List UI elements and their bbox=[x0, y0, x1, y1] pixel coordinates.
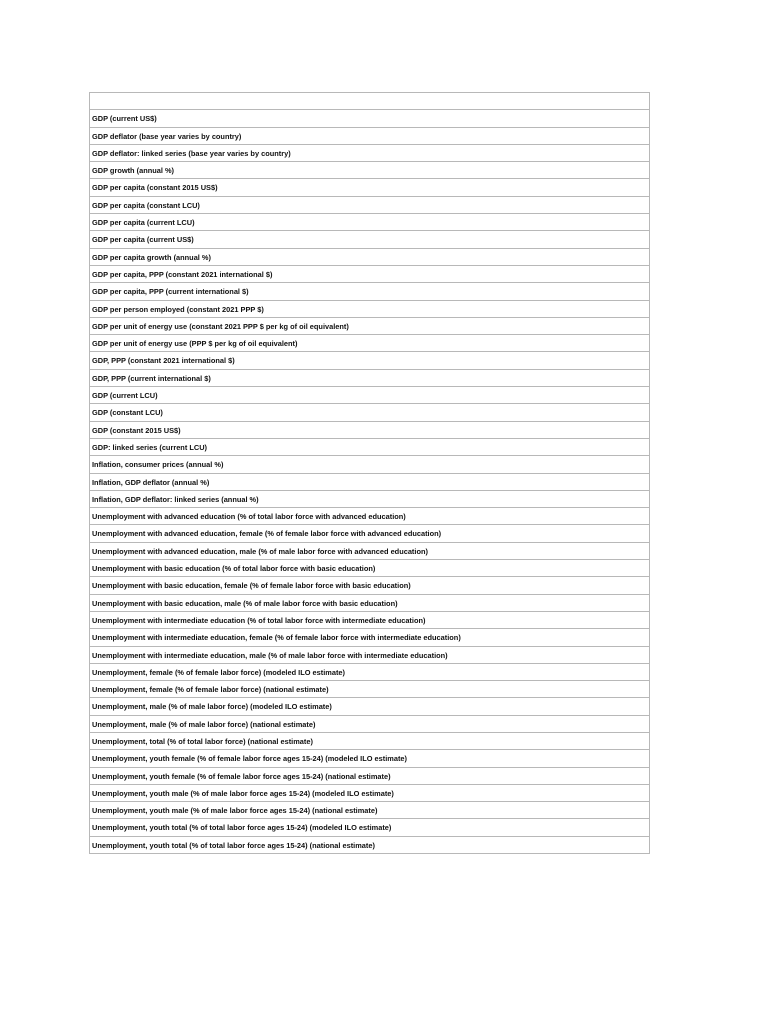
table-row: Unemployment, youth total (% of total labor force ages 15-24) (national estimate) bbox=[90, 837, 649, 854]
indicator-table bbox=[89, 92, 650, 854]
table-row: Unemployment with intermediate education, male (% of male labor force with intermediate education) bbox=[90, 647, 649, 664]
table-header-row bbox=[90, 93, 649, 110]
table-row: GDP per capita, PPP (constant 2021 international $) bbox=[90, 266, 649, 283]
table-row: Inflation, GDP deflator: linked series (annual %) bbox=[90, 491, 649, 508]
table-row: GDP growth (annual %) bbox=[90, 162, 649, 179]
table-row: GDP (constant 2015 US$) bbox=[90, 422, 649, 439]
table-row: Unemployment, youth female (% of female labor force ages 15-24) (national estimate) bbox=[90, 768, 649, 785]
table-row: GDP (current US$) bbox=[90, 110, 649, 127]
table-row: Unemployment, female (% of female labor force) (national estimate) bbox=[90, 681, 649, 698]
table-row: Unemployment with intermediate education (% of total labor force with intermediate education) bbox=[90, 612, 649, 629]
table-row: Unemployment, male (% of male labor force) (national estimate) bbox=[90, 716, 649, 733]
table-row: GDP, PPP (constant 2021 international $) bbox=[90, 352, 649, 369]
table-row: GDP deflator (base year varies by country) bbox=[90, 128, 649, 145]
table-row: GDP per capita, PPP (current international $) bbox=[90, 283, 649, 300]
table-row: GDP per capita (constant LCU) bbox=[90, 197, 649, 214]
table-row: Unemployment, male (% of male labor force) (modeled ILO estimate) bbox=[90, 698, 649, 715]
table-row: GDP (constant LCU) bbox=[90, 404, 649, 421]
table-row: GDP per capita (current LCU) bbox=[90, 214, 649, 231]
table-row: Unemployment with basic education, male (% of male labor force with basic education) bbox=[90, 595, 649, 612]
table-row: Unemployment, youth male (% of male labor force ages 15-24) (national estimate) bbox=[90, 802, 649, 819]
table-row: Inflation, GDP deflator (annual %) bbox=[90, 474, 649, 491]
table-row: Unemployment, youth total (% of total labor force ages 15-24) (modeled ILO estimate) bbox=[90, 819, 649, 836]
table-row: Unemployment, total (% of total labor force) (national estimate) bbox=[90, 733, 649, 750]
table-row: Unemployment with advanced education (% of total labor force with advanced education) bbox=[90, 508, 649, 525]
table-row: Unemployment with basic education, female (% of female labor force with basic education) bbox=[90, 577, 649, 594]
table-row: Unemployment, youth female (% of female labor force ages 15-24) (modeled ILO estimate) bbox=[90, 750, 649, 767]
table-row: GDP per unit of energy use (constant 2021 PPP $ per kg of oil equivalent) bbox=[90, 318, 649, 335]
table-row: Unemployment with basic education (% of total labor force with basic education) bbox=[90, 560, 649, 577]
table-row: Unemployment, youth male (% of male labor force ages 15-24) (modeled ILO estimate) bbox=[90, 785, 649, 802]
table-row: GDP per capita growth (annual %) bbox=[90, 249, 649, 266]
table-row: Unemployment, female (% of female labor force) (modeled ILO estimate) bbox=[90, 664, 649, 681]
table-row: GDP per capita (constant 2015 US$) bbox=[90, 179, 649, 196]
table-body bbox=[90, 110, 649, 854]
table-row: Unemployment with advanced education, male (% of male labor force with advanced education) bbox=[90, 543, 649, 560]
table-row: GDP deflator: linked series (base year varies by country) bbox=[90, 145, 649, 162]
table-row: Inflation, consumer prices (annual %) bbox=[90, 456, 649, 473]
table-row: GDP (current LCU) bbox=[90, 387, 649, 404]
table-row: GDP per unit of energy use (PPP $ per kg of oil equivalent) bbox=[90, 335, 649, 352]
table-row: GDP per person employed (constant 2021 PPP $) bbox=[90, 301, 649, 318]
table-row: GDP: linked series (current LCU) bbox=[90, 439, 649, 456]
table-row: GDP, PPP (current international $) bbox=[90, 370, 649, 387]
table-row: Unemployment with advanced education, female (% of female labor force with advanced education) bbox=[90, 525, 649, 542]
table-row: Unemployment with intermediate education, female (% of female labor force with intermediate education) bbox=[90, 629, 649, 646]
table-row: GDP per capita (current US$) bbox=[90, 231, 649, 248]
